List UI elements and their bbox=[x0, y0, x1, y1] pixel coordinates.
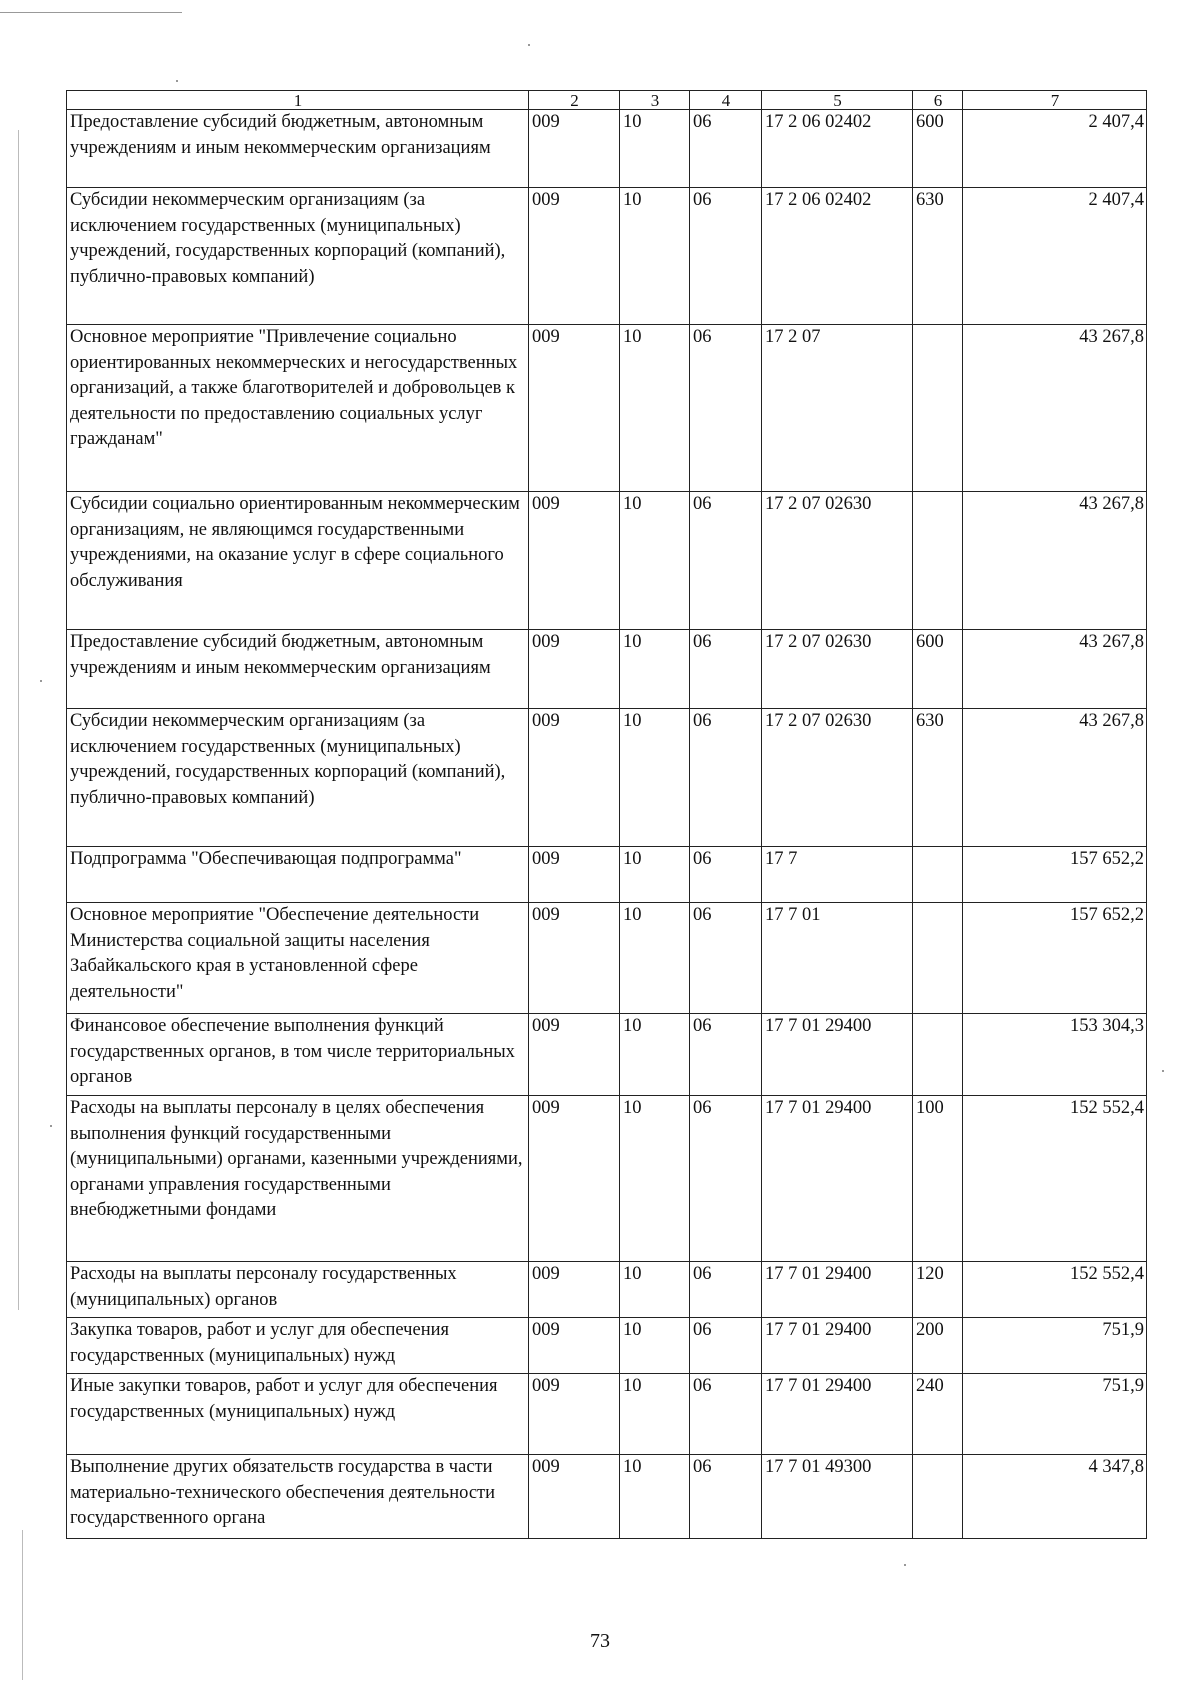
table-header-row bbox=[67, 91, 1147, 110]
expense-type-code: 600 bbox=[913, 630, 963, 709]
scan-speck bbox=[904, 1564, 906, 1566]
subsection-code: 06 bbox=[690, 1262, 762, 1318]
target-article-code: 17 7 01 49300 bbox=[762, 1455, 913, 1539]
table-row bbox=[67, 188, 1147, 325]
expense-name: Закупка товаров, работ и услуг для обеспечения государственных (муниципальных) нужд bbox=[67, 1318, 529, 1374]
amount: 157 652,2 bbox=[963, 903, 1147, 1014]
subsection-code: 06 bbox=[690, 1014, 762, 1096]
subsection-code: 06 bbox=[690, 847, 762, 903]
column-header: 2 bbox=[529, 91, 620, 110]
expense-type-code: 600 bbox=[913, 110, 963, 188]
section-code: 10 bbox=[620, 110, 690, 188]
amount: 43 267,8 bbox=[963, 325, 1147, 492]
table-row bbox=[67, 1318, 1147, 1374]
target-article-code: 17 7 01 29400 bbox=[762, 1318, 913, 1374]
column-header: 3 bbox=[620, 91, 690, 110]
table-row bbox=[67, 110, 1147, 188]
subsection-code: 06 bbox=[690, 630, 762, 709]
scan-speck bbox=[50, 1125, 52, 1127]
ministry-code: 009 bbox=[529, 1455, 620, 1539]
scan-speck bbox=[40, 680, 42, 682]
table-row bbox=[67, 492, 1147, 630]
expense-name: Иные закупки товаров, работ и услуг для обеспечения государственных (муниципальных) нужд bbox=[67, 1374, 529, 1455]
target-article-code: 17 7 01 29400 bbox=[762, 1262, 913, 1318]
amount: 751,9 bbox=[963, 1374, 1147, 1455]
subsection-code: 06 bbox=[690, 1318, 762, 1374]
scan-speck bbox=[528, 44, 530, 46]
target-article-code: 17 2 07 02630 bbox=[762, 709, 913, 847]
table-row bbox=[67, 1455, 1147, 1539]
ministry-code: 009 bbox=[529, 1262, 620, 1318]
scan-speck bbox=[1162, 1070, 1164, 1072]
target-article-code: 17 7 01 29400 bbox=[762, 1014, 913, 1096]
amount: 2 407,4 bbox=[963, 110, 1147, 188]
target-article-code: 17 7 bbox=[762, 847, 913, 903]
section-code: 10 bbox=[620, 1455, 690, 1539]
ministry-code: 009 bbox=[529, 188, 620, 325]
section-code: 10 bbox=[620, 1374, 690, 1455]
ministry-code: 009 bbox=[529, 903, 620, 1014]
table-row bbox=[67, 325, 1147, 492]
amount: 43 267,8 bbox=[963, 630, 1147, 709]
target-article-code: 17 2 07 02630 bbox=[762, 492, 913, 630]
expense-type-code bbox=[913, 1014, 963, 1096]
subsection-code: 06 bbox=[690, 492, 762, 630]
table-row bbox=[67, 847, 1147, 903]
table-row bbox=[67, 630, 1147, 709]
expense-type-code bbox=[913, 492, 963, 630]
expense-name: Предоставление субсидий бюджетным, автономным учреждениям и иным некоммерческим организациям bbox=[67, 110, 529, 188]
expense-name: Финансовое обеспечение выполнения функций государственных органов, в том числе территориальных органов bbox=[67, 1014, 529, 1096]
expense-type-code: 200 bbox=[913, 1318, 963, 1374]
expense-type-code: 630 bbox=[913, 188, 963, 325]
ministry-code: 009 bbox=[529, 847, 620, 903]
amount: 43 267,8 bbox=[963, 492, 1147, 630]
subsection-code: 06 bbox=[690, 709, 762, 847]
subsection-code: 06 bbox=[690, 188, 762, 325]
amount: 152 552,4 bbox=[963, 1096, 1147, 1262]
subsection-code: 06 bbox=[690, 903, 762, 1014]
section-code: 10 bbox=[620, 492, 690, 630]
expense-type-code bbox=[913, 325, 963, 492]
amount: 157 652,2 bbox=[963, 847, 1147, 903]
table-row bbox=[67, 1262, 1147, 1318]
section-code: 10 bbox=[620, 1014, 690, 1096]
section-code: 10 bbox=[620, 709, 690, 847]
section-code: 10 bbox=[620, 1318, 690, 1374]
expense-type-code bbox=[913, 1455, 963, 1539]
subsection-code: 06 bbox=[690, 1096, 762, 1262]
column-header: 6 bbox=[913, 91, 963, 110]
ministry-code: 009 bbox=[529, 325, 620, 492]
scan-edge-line bbox=[0, 12, 182, 13]
expense-name: Основное мероприятие "Обеспечение деятельности Министерства социальной защиты населения Забайкальского края в установленной сфере деятельности" bbox=[67, 903, 529, 1014]
expense-type-code: 100 bbox=[913, 1096, 963, 1262]
ministry-code: 009 bbox=[529, 110, 620, 188]
section-code: 10 bbox=[620, 847, 690, 903]
expense-name: Предоставление субсидий бюджетным, автономным учреждениям и иным некоммерческим организациям bbox=[67, 630, 529, 709]
scan-speck bbox=[176, 80, 178, 82]
section-code: 10 bbox=[620, 903, 690, 1014]
amount: 153 304,3 bbox=[963, 1014, 1147, 1096]
target-article-code: 17 2 06 02402 bbox=[762, 110, 913, 188]
expense-type-code: 120 bbox=[913, 1262, 963, 1318]
expense-name: Субсидии некоммерческим организациям (за исключением государственных (муниципальных) учреждений, государственных корпораций (компаний), публично-правовых компаний) bbox=[67, 188, 529, 325]
section-code: 10 bbox=[620, 188, 690, 325]
table-row bbox=[67, 1374, 1147, 1455]
subsection-code: 06 bbox=[690, 1374, 762, 1455]
subsection-code: 06 bbox=[690, 1455, 762, 1539]
target-article-code: 17 7 01 bbox=[762, 903, 913, 1014]
expense-type-code: 630 bbox=[913, 709, 963, 847]
subsection-code: 06 bbox=[690, 110, 762, 188]
ministry-code: 009 bbox=[529, 1096, 620, 1262]
budget-table bbox=[66, 90, 1147, 1539]
subsection-code: 06 bbox=[690, 325, 762, 492]
expense-name: Субсидии некоммерческим организациям (за исключением государственных (муниципальных) учреждений, государственных корпораций (компаний), публично-правовых компаний) bbox=[67, 709, 529, 847]
expense-name: Субсидии социально ориентированным некоммерческим организациям, не являющимся государственными учреждениями, на оказание услуг в сфере социального обслуживания bbox=[67, 492, 529, 630]
column-header: 1 bbox=[67, 91, 529, 110]
expense-name: Расходы на выплаты персоналу государственных (муниципальных) органов bbox=[67, 1262, 529, 1318]
expense-type-code bbox=[913, 847, 963, 903]
expense-name: Расходы на выплаты персоналу в целях обеспечения выполнения функций государственными (муниципальными) органами, казенными учреждениями, органами управления государственными внебюджетными фондами bbox=[67, 1096, 529, 1262]
column-header: 5 bbox=[762, 91, 913, 110]
amount: 4 347,8 bbox=[963, 1455, 1147, 1539]
expense-type-code bbox=[913, 903, 963, 1014]
table-row bbox=[67, 709, 1147, 847]
page-number: 73 bbox=[590, 1630, 610, 1652]
amount: 2 407,4 bbox=[963, 188, 1147, 325]
section-code: 10 bbox=[620, 325, 690, 492]
ministry-code: 009 bbox=[529, 1318, 620, 1374]
target-article-code: 17 2 06 02402 bbox=[762, 188, 913, 325]
amount: 152 552,4 bbox=[963, 1262, 1147, 1318]
column-header: 4 bbox=[690, 91, 762, 110]
ministry-code: 009 bbox=[529, 709, 620, 847]
expense-name: Подпрограмма "Обеспечивающая подпрограмма" bbox=[67, 847, 529, 903]
column-header: 7 bbox=[963, 91, 1147, 110]
target-article-code: 17 7 01 29400 bbox=[762, 1096, 913, 1262]
ministry-code: 009 bbox=[529, 1014, 620, 1096]
expense-name: Основное мероприятие "Привлечение социально ориентированных некоммерческих и негосударственных организаций, а также благотворителей и добровольцев к деятельности по предоставлению социальных услуг гражданам" bbox=[67, 325, 529, 492]
target-article-code: 17 7 01 29400 bbox=[762, 1374, 913, 1455]
expense-type-code: 240 bbox=[913, 1374, 963, 1455]
amount: 751,9 bbox=[963, 1318, 1147, 1374]
section-code: 10 bbox=[620, 1096, 690, 1262]
target-article-code: 17 2 07 02630 bbox=[762, 630, 913, 709]
amount: 43 267,8 bbox=[963, 709, 1147, 847]
ministry-code: 009 bbox=[529, 1374, 620, 1455]
table-row bbox=[67, 1014, 1147, 1096]
ministry-code: 009 bbox=[529, 492, 620, 630]
expense-name: Выполнение других обязательств государства в части материально-технического обеспечения деятельности государственного органа bbox=[67, 1455, 529, 1539]
table-row bbox=[67, 903, 1147, 1014]
section-code: 10 bbox=[620, 1262, 690, 1318]
ministry-code: 009 bbox=[529, 630, 620, 709]
scan-margin-line bbox=[22, 1530, 23, 1680]
scan-margin-line bbox=[18, 130, 19, 1310]
target-article-code: 17 2 07 bbox=[762, 325, 913, 492]
table-row bbox=[67, 1096, 1147, 1262]
section-code: 10 bbox=[620, 630, 690, 709]
